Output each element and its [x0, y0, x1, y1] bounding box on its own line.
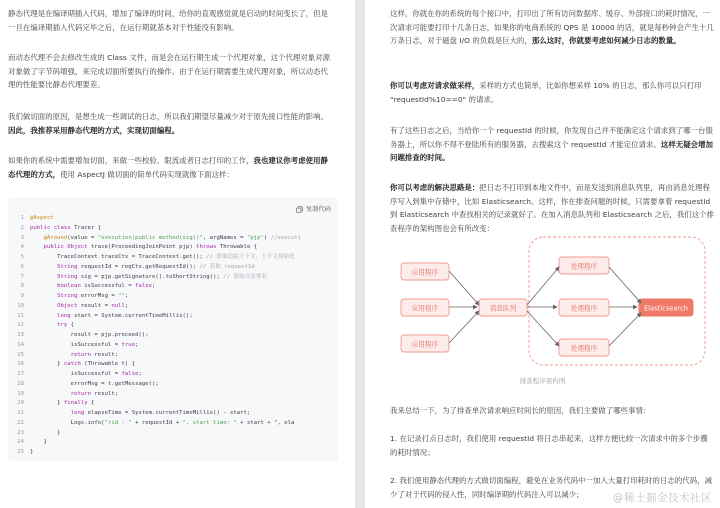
- text-segment: 把日志不打印到本地文件中，而是发送到消息队列里，再由消息处理程序写入到集中存储中，比如 Elasticsearch。这样，你在排查问题的时候，只需要拿着 requestId 到 Elasticsearch 中查找相关的记录就好了。: [390, 183, 711, 220]
- processor-node-label: 处理程序: [570, 344, 598, 353]
- code-line: 24 }: [17, 439, 47, 446]
- app-node-3: [401, 335, 449, 352]
- code-line: 13 result = pjp.proceed();: [17, 332, 149, 338]
- paragraph-aspectj-intro: [8, 154, 334, 181]
- text-segment: 有了这些日志之后，当给你一个 requestId 的时候，你发现自己并不能确定这个请求到了哪一台服务器上，所以你不得不登陆所有的服务器，去搜索这个 requestId 才能定位请求。: [390, 126, 713, 149]
- copy-code-button[interactable]: [296, 203, 331, 217]
- processor-node-3: [559, 339, 609, 356]
- text-segment: 在加入消息队列和 Elasticsearch 之后，我们这个排查程序的架构图也会有所改变：: [390, 210, 715, 233]
- paragraph-summary: 我来总结一下，为了排查单次请求响应时间长的原因，我们主要做了哪些事情：: [390, 406, 651, 415]
- processor-node-2: [559, 299, 609, 316]
- elasticsearch-node: [639, 299, 693, 316]
- architecture-diagram: [395, 225, 710, 383]
- text-segment: 这样，你就在你的系统的每个接口中，打印出了所有访问数据库、缓存、外部接口的耗时情况，一次请求可能要打印十几条日志，如果你的电商系统的 QPS 是 10000 的话，就是每秒钟会产生十几万条日志，对于磁盘 I/O 的负载是巨大的，: [390, 9, 714, 46]
- code-line: 7 String sig = pjp.getSignature().toShortString(); // 获取方法签名: [20, 273, 267, 280]
- app-node-label: 应用程序: [411, 304, 439, 313]
- figure-caption: 排查程序架构图: [519, 377, 566, 385]
- diagram-arrows: [449, 267, 641, 346]
- paragraph-static-proxy: 静态代理是在编译期插入代码，增加了编译的时间，给你的直观感觉就是启动的时间变长了，但是一旦在编译期插入代码完毕之后，在运行期就基本对于性能没有影响。: [8, 9, 328, 32]
- code-line: 17 isSuccessful = false;: [17, 371, 142, 377]
- page-gutter: [355, 0, 365, 508]
- code-line: 4 public Object trace(ProceedingJoinPoint pjp) throws Throwable {: [20, 244, 258, 251]
- message-queue-label: 消息队列: [489, 304, 517, 313]
- processor-node-label: 处理程序: [570, 304, 598, 313]
- bold-suggestion: 我也建议你考虑使用静态代理的方式，: [8, 156, 328, 179]
- watermark: @稀土掘金技术社区: [613, 492, 712, 505]
- code-line: 2 public class Tracer {: [20, 224, 102, 231]
- right-page: [365, 0, 720, 508]
- code-line: 8 boolean isSuccessful = false;: [20, 283, 156, 290]
- paragraph-summary-item-2: 2. 我们使用静态代理的方式做切面编程，避免在业务代码中一加入大量打印耗时的日志的代码，减少了对于代码的侵入性，同时编译期的代码注入可以减少；: [390, 476, 713, 499]
- bold-sampling: 你可以考虑对请求做采样，: [390, 81, 480, 90]
- code-line: 12 try {: [17, 322, 75, 329]
- paragraph-sampling: [390, 79, 715, 106]
- app-node-1: [401, 263, 449, 280]
- processor-node-1: [559, 257, 609, 274]
- bold-reduce-logs: 那么这时，你就要考虑如何减少日志的数量。: [531, 36, 681, 46]
- code-line: 22 Logs.info("rid : " + requestId + ", start time: " + start + ", ela: [17, 419, 295, 426]
- left-page: [0, 0, 355, 508]
- code-line: 23 }: [17, 429, 61, 436]
- code-block: [8, 197, 338, 461]
- bold-time-cost: 这样无疑会增加问题排查的时间。: [390, 139, 713, 163]
- processor-node-label: 处理程序: [570, 262, 598, 271]
- code-line: 14 isSuccessful = true;: [17, 341, 139, 348]
- code-line: 21 long elapseTime = System.currentTimeMillis() - start;: [17, 410, 251, 416]
- text-segment: 使用 AspectJ 做切面的简单代码实现就像下面这样：: [60, 169, 234, 179]
- code-line: 16 } catch (Throwable t) {: [17, 361, 136, 368]
- copy-icon: [296, 206, 303, 213]
- app-node-label: 应用程序: [411, 268, 439, 277]
- code-content: [8, 214, 301, 458]
- bold-recommendation: 因此，我推荐采用静态代理的方式，实现切面编程。: [8, 125, 180, 135]
- copy-code-label: 复制代码: [306, 206, 331, 213]
- code-line: 11 long start = System.currentTimeMillis();: [17, 312, 193, 319]
- paragraph-log-volume: [390, 7, 715, 48]
- text-segment: 采样的方式也简单，比如你想采样 10% 的日志，那么你可以只打印 "requestId%10==0" 的请求。: [390, 81, 702, 104]
- code-line: 15 return result;: [17, 351, 119, 358]
- code-line: 18 errorMsg = t.getMessage();: [17, 380, 159, 387]
- app-node-2: [401, 299, 449, 316]
- paragraph-dynamic-proxy: 而动态代理不会去修改生成的 Class 文件，而是会在运行期生成一个代理对象，这个代理对象对源对象做了字节码增强，来完成切面所要执行的操作。由于在运行期需要生成代理对象，所以动态代理的性能要比静态代理要差。: [8, 53, 331, 90]
- code-line: 20 } finally {: [17, 400, 95, 407]
- code-line: 25 }: [17, 449, 34, 455]
- paragraph-summary-item-1: 1. 在记录打点日志时，我们使用 requestId 将日志串起来，这样方便比较一次请求中的多个步骤的耗时情况；: [390, 434, 708, 457]
- paragraph-why-static: [8, 110, 334, 137]
- code-line: 1 @Aspect: [20, 215, 54, 221]
- code-line: 9 String errorMsg = "";: [20, 293, 129, 299]
- bold-solution: 你可以考虑的解决思路是：: [390, 183, 480, 192]
- elasticsearch-label: Elasticsearch: [643, 304, 689, 313]
- code-line: 6 String requestId = reqCtx.getRequestId(); // 获取 requestId: [20, 263, 255, 270]
- message-queue-node: [479, 299, 527, 316]
- app-node-label: 应用程序: [411, 340, 439, 349]
- text-segment: 如果你的系统中需要增加切面，来做一些校验、限流或者日志打印的工作，: [8, 156, 254, 165]
- paragraph-requestid-search: [390, 124, 715, 165]
- code-line: 5 TraceContext traceCtx = TraceContext.get(); // 获取追踪上下文，上下文初始化: [20, 254, 295, 260]
- code-line: 19 return result;: [17, 390, 119, 397]
- code-line: 3 @Around(value = "execution(public method(sig))", argNames = "pjp") //executi: [20, 234, 302, 241]
- code-line: 10 Object result = null;: [17, 302, 129, 309]
- text-segment: 我们做切面的原因，是想生成一些调试的日志，所以我们期望尽量减少对于原先接口性能的影响。: [8, 112, 328, 121]
